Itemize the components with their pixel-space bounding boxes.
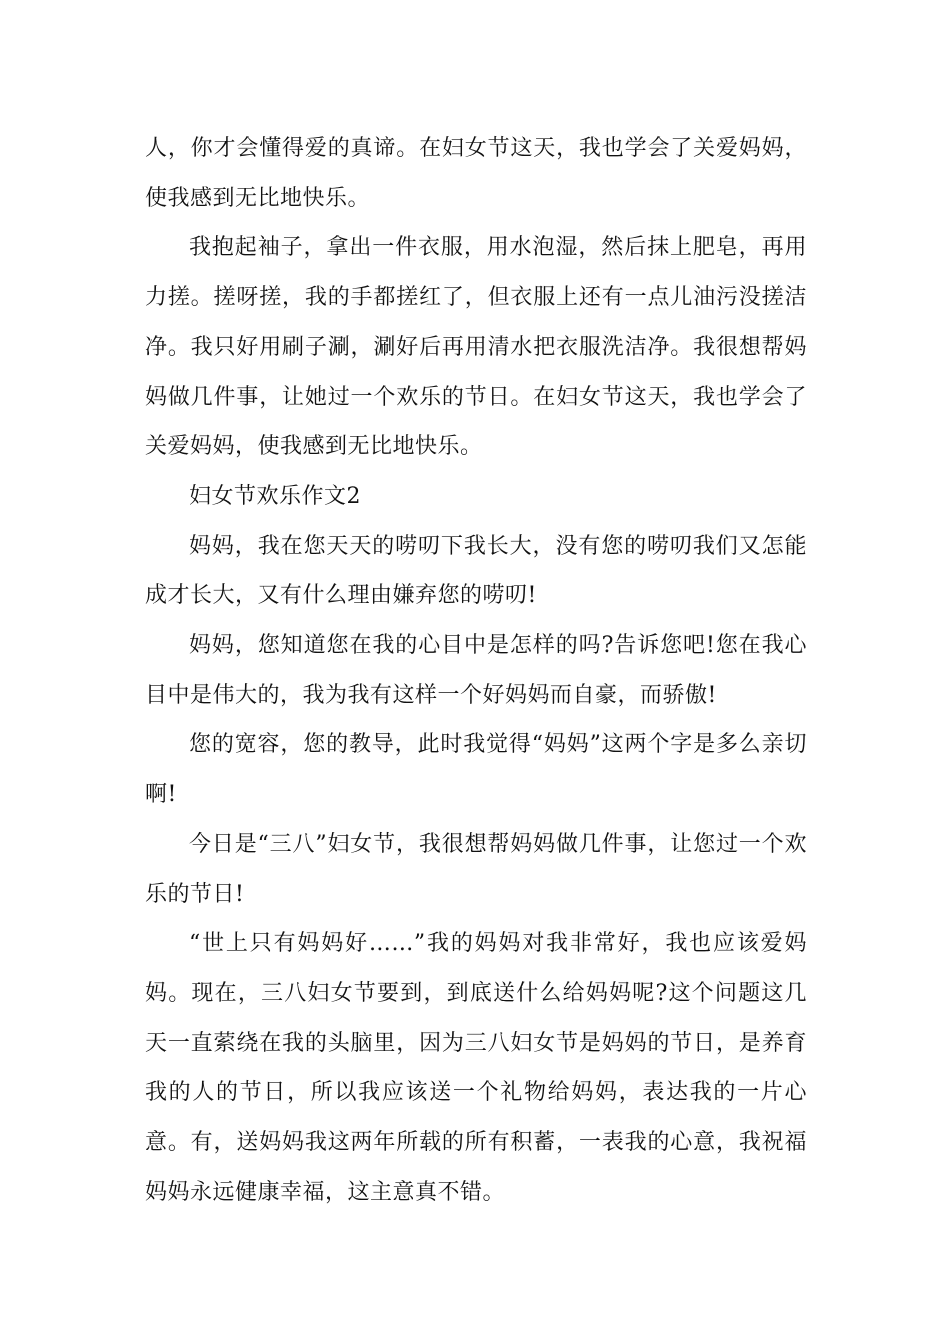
paragraph-mother-in-heart: 妈妈，您知道您在我的心目中是怎样的吗?告诉您吧!您在我心目中是伟大的，我为我有这样一个好妈妈而自豪，而骄傲! xyxy=(145,633,807,708)
paragraph-nagging: 妈妈，我在您天天的唠叨下我长大，没有您的唠叨我们又怎能成才长大，又有什么理由嫌弃您的唠叨! xyxy=(145,533,807,609)
paragraph-continuation: 人，你才会懂得爱的真谛。在妇女节这天，我也学会了关爱妈妈，使我感到无比地快乐。 xyxy=(145,136,807,211)
essay-heading: 妇女节欢乐作文2 xyxy=(189,483,361,509)
document-body xyxy=(145,124,807,1217)
paragraph-tolerance: 您的宽容，您的教导，此时我觉得“妈妈”这两个字是多么亲切啊! xyxy=(145,732,807,808)
paragraph-womens-day: 今日是“三八”妇女节，我很想帮妈妈做几件事，让您过一个欢乐的节日! xyxy=(145,831,807,907)
paragraph-washing-clothes: 我抱起袖子，拿出一件衣服，用水泡湿，然后抹上肥皂，再用力搓。搓呀搓，我的手都搓红了，但衣服上还有一点儿油污没搓洁净。我只好用刷子涮，涮好后再用清水把衣服洗洁净。我很想帮妈妈做几件事，让她过一个欢乐的节日。在妇女节这天，我也学会了关爱妈妈，使我感到无比地快乐。 xyxy=(145,235,807,460)
paragraph-gift: “世上只有妈妈好……”我的妈妈对我非常好，我也应该爱妈妈。现在，三八妇女节要到，到底送什么给妈妈呢?这个问题这几天一直萦绕在我的头脑里，因为三八妇女节是妈妈的节日，是养育我的人的节日，所以我应该送一个礼物给妈妈，表达我的一片心意。有，送妈妈我这两年所载的所有积蓄，一表我的心意，我祝福妈妈永远健康幸福，这主意真不错。 xyxy=(145,931,807,1205)
